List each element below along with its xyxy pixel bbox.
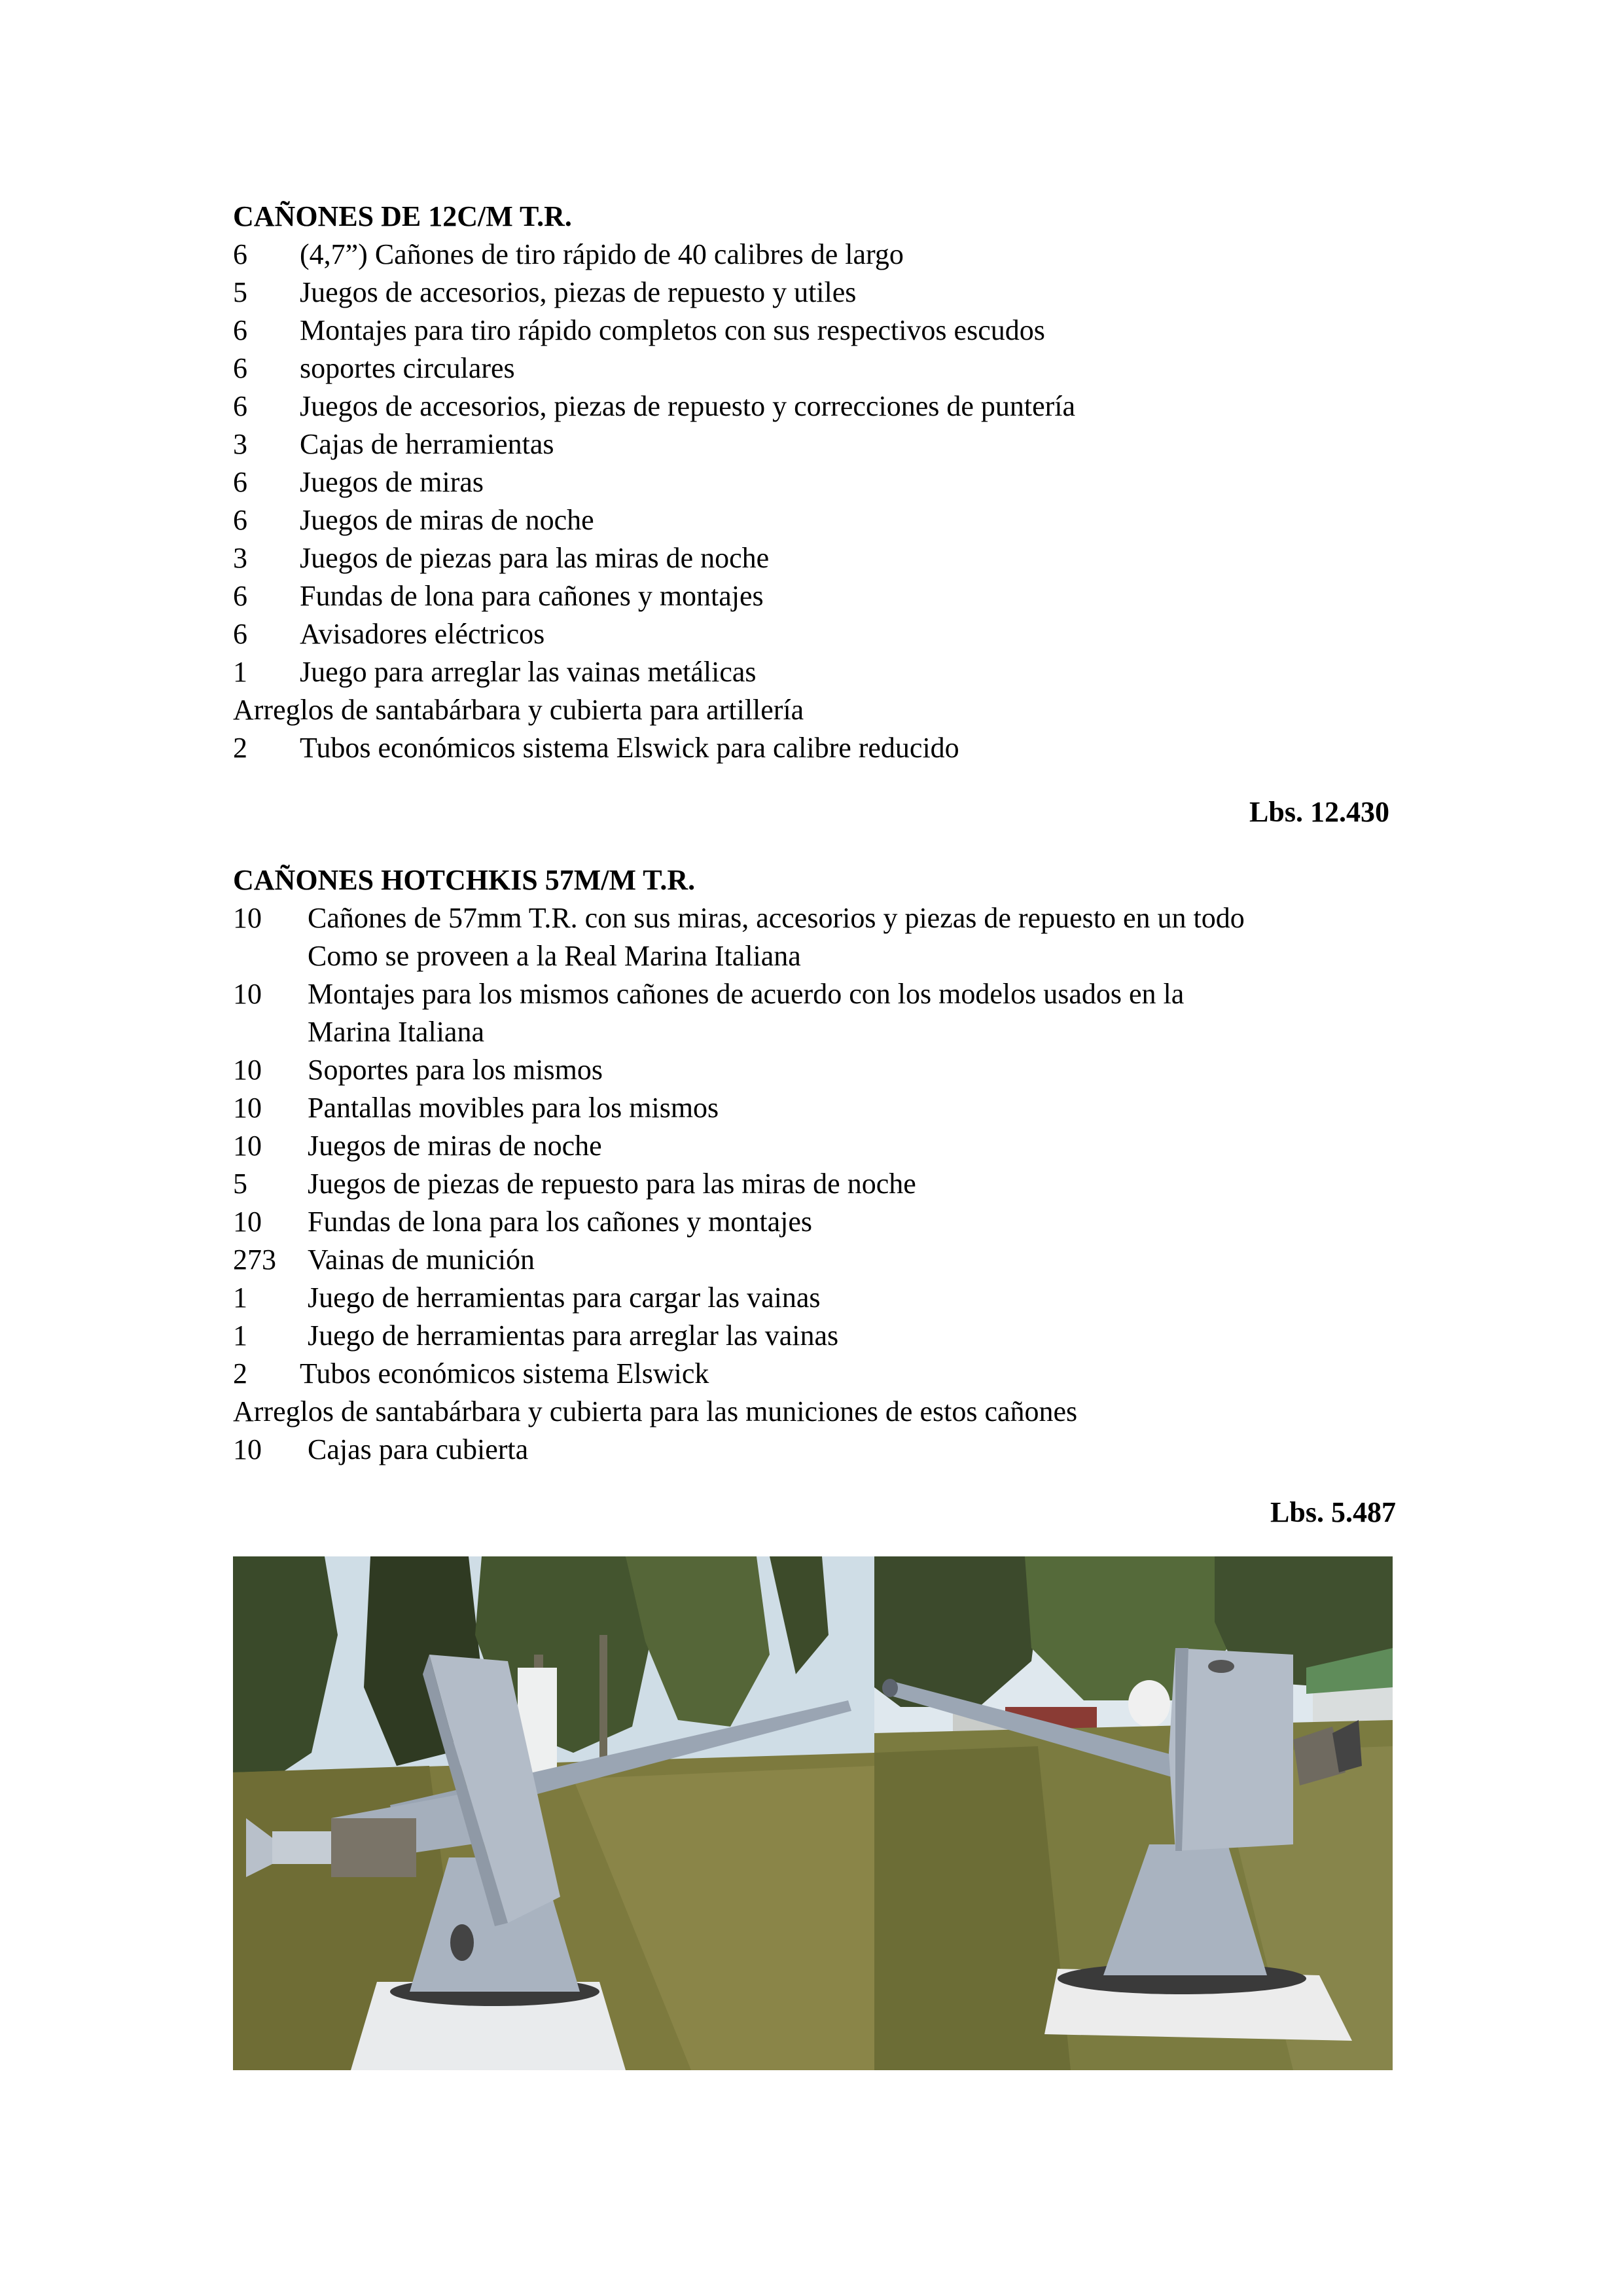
item-text: Como se proveen a la Real Marina Italiana xyxy=(308,940,801,972)
item-qty: 5 xyxy=(233,276,247,308)
item-qty: 10 xyxy=(233,1054,262,1086)
item-qty: 10 xyxy=(233,1092,262,1124)
item-text: Juegos de miras xyxy=(300,466,484,498)
item-text: Juego para arreglar las vainas metálicas xyxy=(300,656,757,688)
item-qty: 10 xyxy=(233,902,262,934)
item-text: Juegos de miras de noche xyxy=(308,1130,602,1162)
item-text: Cañones de 57mm T.R. con sus miras, accesorios y piezas de repuesto en un todo xyxy=(308,902,1245,934)
item-qty: 5 xyxy=(233,1168,247,1200)
item-qty: 1 xyxy=(233,1282,247,1314)
item-text: Juegos de accesorios, piezas de repuesto y correcciones de puntería xyxy=(300,390,1076,422)
photo-gun-right xyxy=(874,1556,1393,2070)
item-qty: 3 xyxy=(233,542,247,574)
item-text: Juegos de accesorios, piezas de repuesto y utiles xyxy=(300,276,857,308)
item-text: Fundas de lona para cañones y montajes xyxy=(300,580,764,612)
item-text: Avisadores eléctricos xyxy=(300,618,545,650)
photo-gun-left xyxy=(233,1556,874,2070)
item-text: Montajes para tiro rápido completos con sus respectivos escudos xyxy=(300,314,1045,346)
item-text: Cajas de herramientas xyxy=(300,428,554,460)
item-qty: 6 xyxy=(233,390,247,422)
item-text: Juegos de piezas para las miras de noche xyxy=(300,542,770,574)
item-qty: 6 xyxy=(233,580,247,612)
item-qty: 10 xyxy=(233,978,262,1010)
item-text: Montajes para los mismos cañones de acuerdo con los modelos usados en la xyxy=(308,978,1185,1010)
item-text: Fundas de lona para los cañones y montajes xyxy=(308,1206,813,1238)
item-text: Tubos económicos sistema Elswick para calibre reducido xyxy=(300,732,959,764)
section1-note: Arreglos de santabárbara y cubierta para artillería xyxy=(233,694,804,726)
item-qty: 10 xyxy=(233,1433,262,1465)
section2-total: Lbs. 5.487 xyxy=(1270,1496,1396,1528)
item-text: Soportes para los mismos xyxy=(308,1054,603,1086)
item-text: Juegos de miras de noche xyxy=(300,504,594,536)
item-text: soportes circulares xyxy=(300,352,515,384)
section1-title: CAÑONES DE 12C/M T.R. xyxy=(233,200,572,232)
item-qty: 1 xyxy=(233,1319,247,1352)
item-text: Tubos económicos sistema Elswick xyxy=(300,1357,709,1390)
section2-note: Arreglos de santabárbara y cubierta para las municiones de estos cañones xyxy=(233,1395,1078,1427)
item-qty: 6 xyxy=(233,238,247,270)
item-qty: 10 xyxy=(233,1206,262,1238)
section2-title: CAÑONES HOTCHKIS 57M/M T.R. xyxy=(233,864,696,896)
section1-total: Lbs. 12.430 xyxy=(1249,796,1389,828)
item-text: Juego de herramientas para cargar las vainas xyxy=(308,1282,821,1314)
item-text: Vainas de munición xyxy=(308,1244,535,1276)
item-text: Cajas para cubierta xyxy=(308,1433,529,1465)
item-text: Juegos de piezas de repuesto para las miras de noche xyxy=(308,1168,916,1200)
item-qty: 6 xyxy=(233,352,247,384)
item-text: (4,7”) Cañones de tiro rápido de 40 calibres de largo xyxy=(300,238,904,270)
item-qty: 6 xyxy=(233,618,247,650)
item-qty: 6 xyxy=(233,314,247,346)
item-qty: 273 xyxy=(233,1244,276,1276)
item-text: Marina Italiana xyxy=(308,1016,484,1048)
item-qty: 6 xyxy=(233,466,247,498)
item-qty: 10 xyxy=(233,1130,262,1162)
item-qty: 3 xyxy=(233,428,247,460)
item-text: Pantallas movibles para los mismos xyxy=(308,1092,719,1124)
item-qty: 6 xyxy=(233,504,247,536)
item-qty: 2 xyxy=(233,732,247,764)
item-text: Juego de herramientas para arreglar las vainas xyxy=(308,1319,839,1352)
item-qty: 1 xyxy=(233,656,247,688)
item-qty: 2 xyxy=(233,1357,247,1390)
